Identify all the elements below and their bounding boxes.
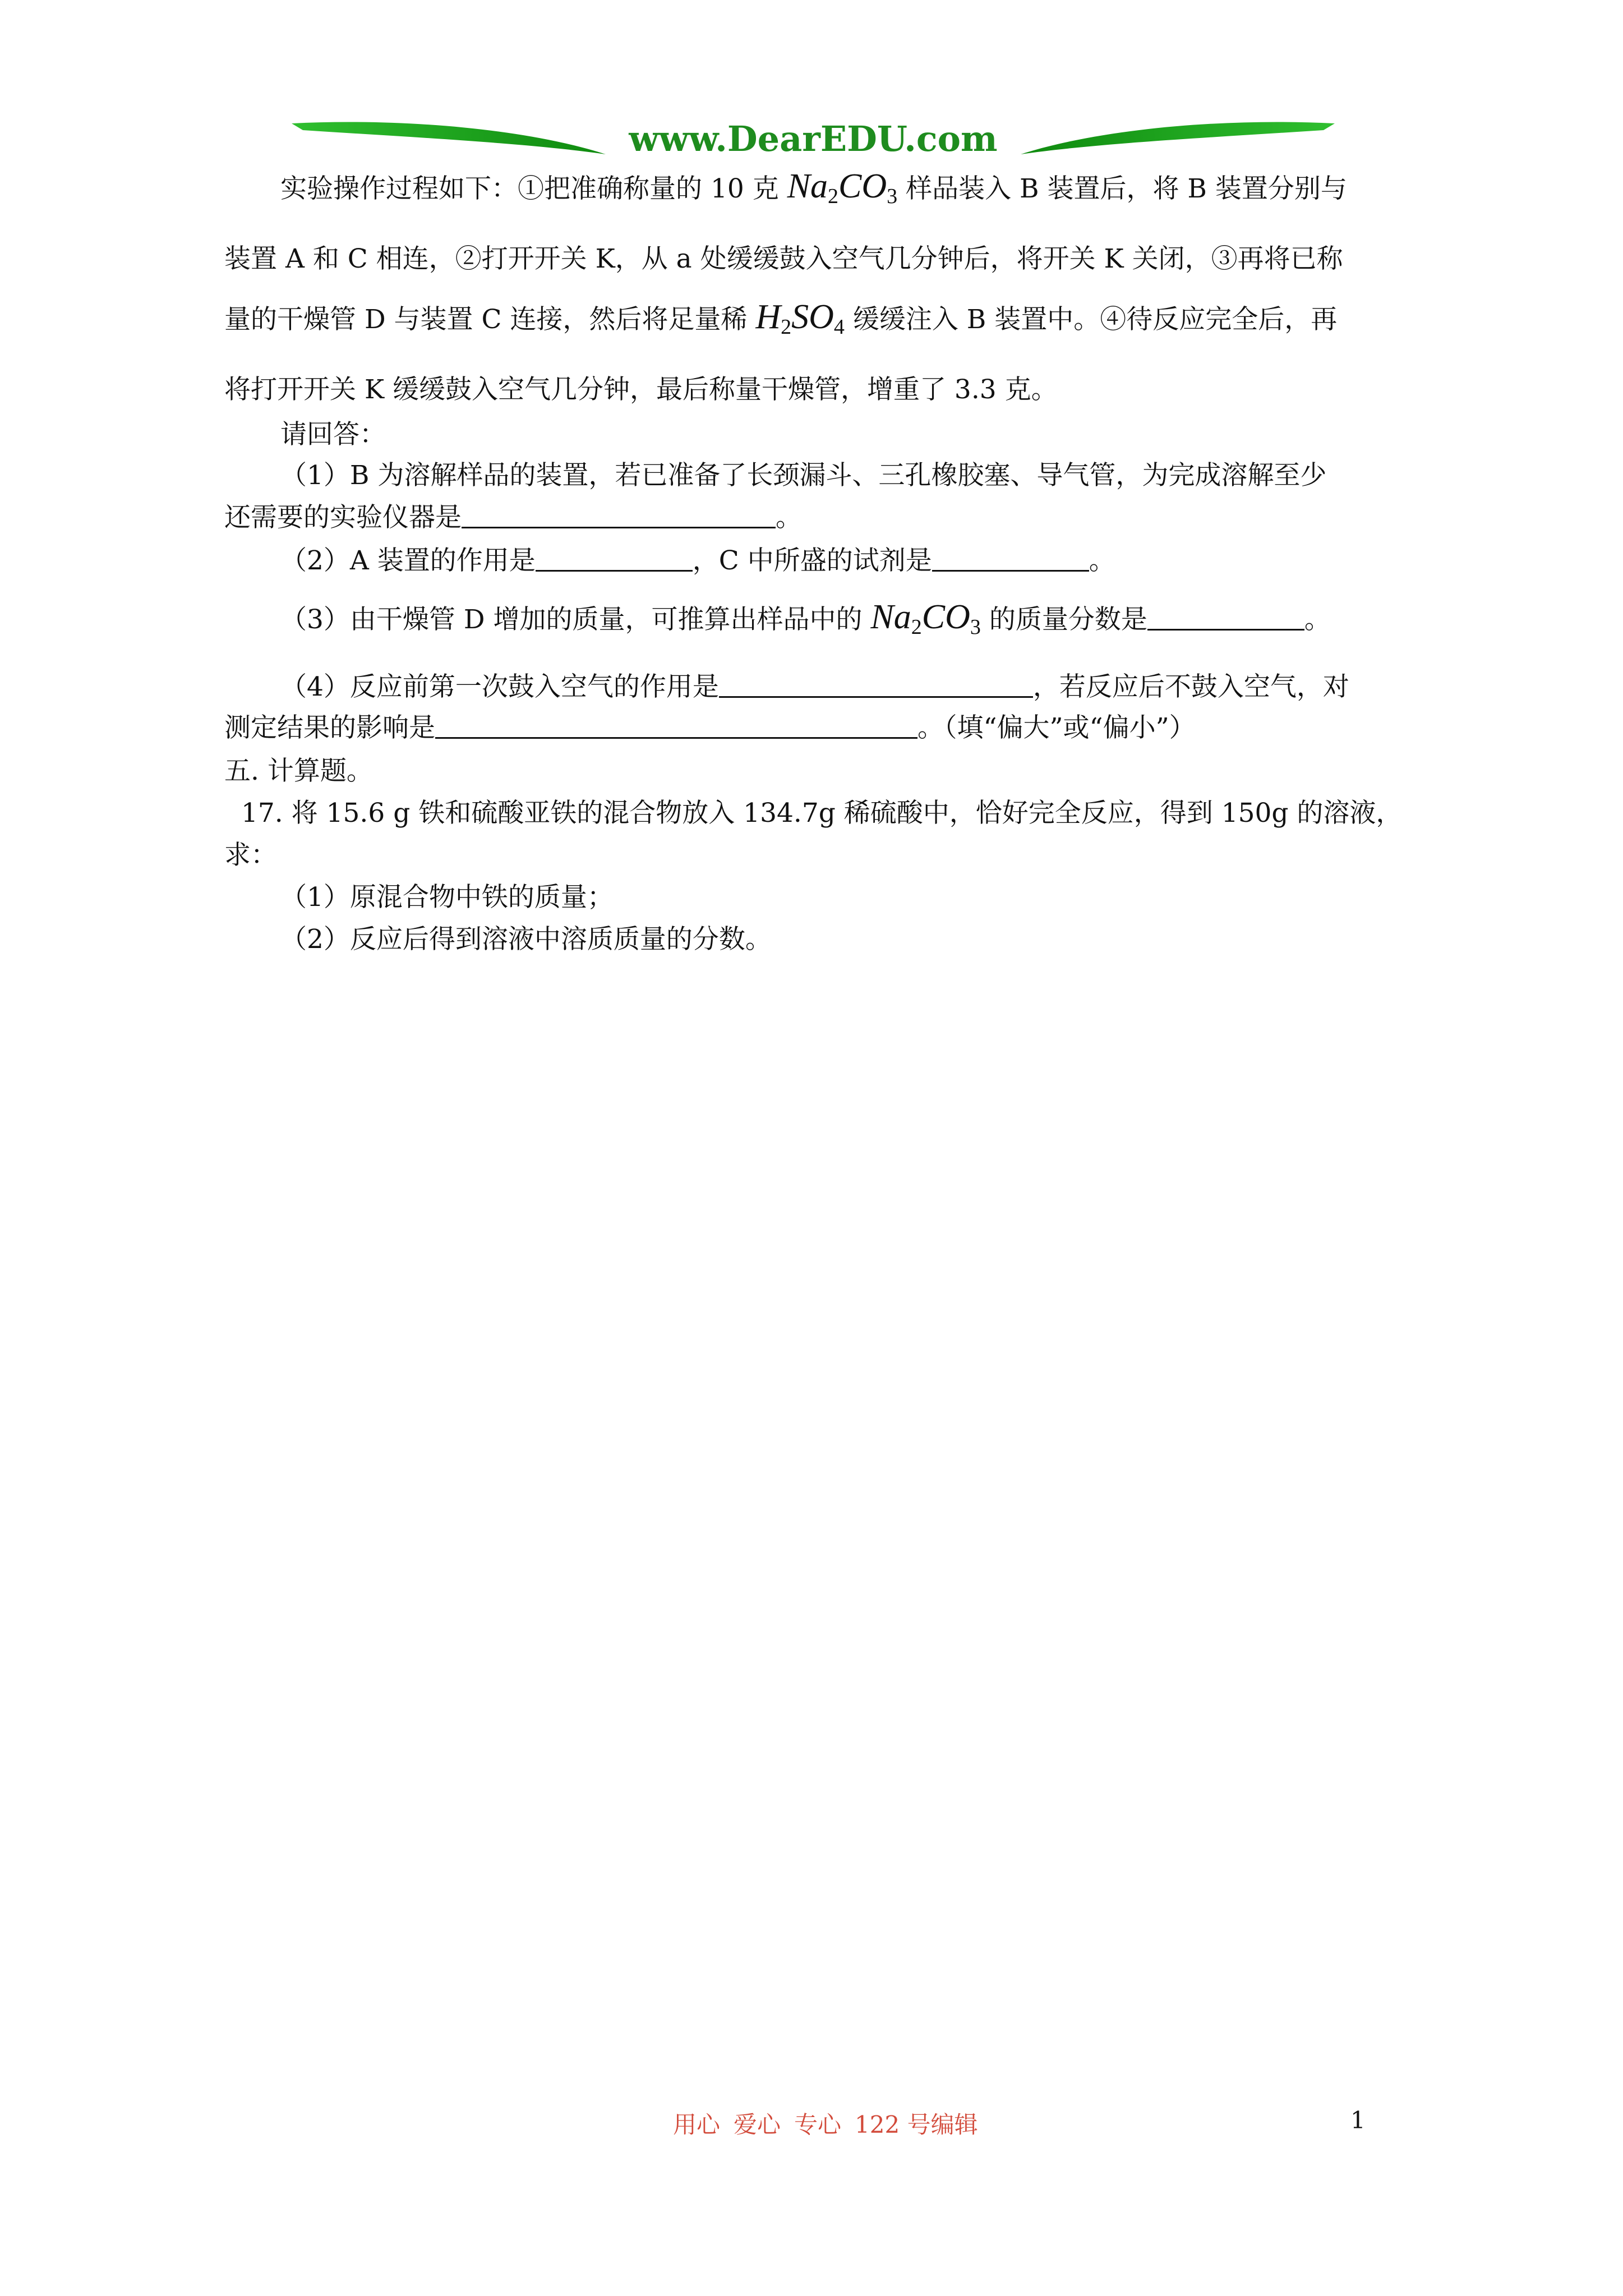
footer-item: 爱心 (734, 2111, 781, 2138)
text-segment: 的质量分数是 (980, 604, 1147, 635)
formula-subscript: 4 (833, 315, 845, 339)
text-segment: 。 (1304, 604, 1331, 635)
text-segment: （3）由干燥管 D 增加的质量，可推算出样品中的 (280, 604, 871, 635)
answer-blank-q3[interactable] (1147, 603, 1304, 631)
formula-na2co3 (787, 167, 898, 208)
footer-item: 122 号编辑 (855, 2111, 978, 2138)
formula-symbol: CO (921, 598, 970, 636)
text-line: 装置 A 和 C 相连，②打开开关 K，从 a 处缓缓鼓入空气几分钟后，将开关 K 关闭，③再将已称 (224, 243, 1343, 274)
formula-subscript: 2 (911, 615, 922, 639)
text-segment: 测定结果的影响是 (224, 712, 435, 743)
text-segment: （2）A 装置的作用是 (280, 545, 536, 576)
formula-symbol: H (755, 298, 781, 336)
text-segment: 。（填“偏大”或“偏小”） (917, 712, 1196, 743)
text-line (280, 169, 1347, 213)
formula-na2co3 (870, 598, 981, 639)
text-line (224, 300, 1337, 344)
text-segment: 缓缓注入 B 装置中。④待反应完全后，再 (844, 304, 1338, 335)
formula-symbol: Na (787, 167, 828, 205)
formula-subscript: 3 (970, 615, 981, 639)
answer-blank-q1[interactable] (462, 501, 776, 528)
prompt-label: 请回答： (280, 419, 386, 450)
question-3-text (280, 600, 1331, 644)
formula-symbol: CO (838, 167, 887, 205)
text-segment: （4）反应前第一次鼓入空气的作用是 (280, 671, 719, 702)
question-17-line2: 求： (224, 840, 277, 871)
answer-blank-q4a[interactable] (719, 670, 1033, 698)
text-segment: ，若反应后不鼓入空气，对 (1032, 671, 1349, 702)
banner-title[interactable]: www.DearEDU.com (629, 118, 998, 159)
formula-subscript: 2 (827, 185, 838, 208)
text-segment: 。 (1089, 545, 1115, 576)
question-2-text (280, 544, 1115, 578)
formula-subscript: 3 (887, 185, 898, 208)
text-segment: 样品装入 B 装置后，将 B 装置分别与 (897, 173, 1347, 204)
question-1-text: （1）B 为溶解样品的装置，若已准备了长颈漏斗、三孔橡胶塞、导气管，为完成溶解至少 (280, 460, 1327, 491)
header-banner (292, 112, 1335, 168)
footer-item: 专心 (794, 2111, 842, 2138)
question-1-line2 (224, 501, 802, 535)
question-4-text (280, 670, 1349, 704)
text-segment: 。 (776, 502, 802, 533)
answer-blank-q2a[interactable] (536, 544, 693, 572)
text-segment: ，C 中所盛的试剂是 (692, 545, 932, 576)
formula-subscript: 2 (781, 315, 792, 339)
question-17-text: 17. 将 15.6 g 铁和硫酸亚铁的混合物放入 134.7g 稀硫酸中，恰好完全反应，得到 150g 的溶液， (241, 798, 1403, 829)
section-heading: 五. 计算题。 (224, 756, 373, 786)
footer-item: 用心 (673, 2111, 721, 2138)
answer-blank-q4b[interactable] (435, 711, 917, 739)
question-17-sub1: （1）原混合物中铁的质量； (280, 882, 614, 913)
formula-symbol: SO (791, 298, 834, 336)
text-line: 将打开开关 K 缓缓鼓入空气几分钟，最后称量干燥管，增重了 3.3 克。 (224, 374, 1058, 405)
question-4-line2 (224, 711, 1196, 745)
formula-h2so4 (755, 298, 845, 339)
page-number: 1 (1350, 2106, 1366, 2134)
footer-note (673, 2106, 992, 2140)
text-segment: 还需要的实验仪器是 (224, 502, 462, 533)
text-segment: 量的干燥管 D 与装置 C 连接，然后将足量稀 (224, 304, 756, 335)
text-segment: 实验操作过程如下：①把准确称量的 10 克 (280, 173, 787, 204)
formula-symbol: Na (870, 598, 911, 636)
answer-blank-q2b[interactable] (932, 544, 1089, 572)
question-17-sub2: （2）反应后得到溶液中溶质质量的分数。 (280, 924, 772, 955)
